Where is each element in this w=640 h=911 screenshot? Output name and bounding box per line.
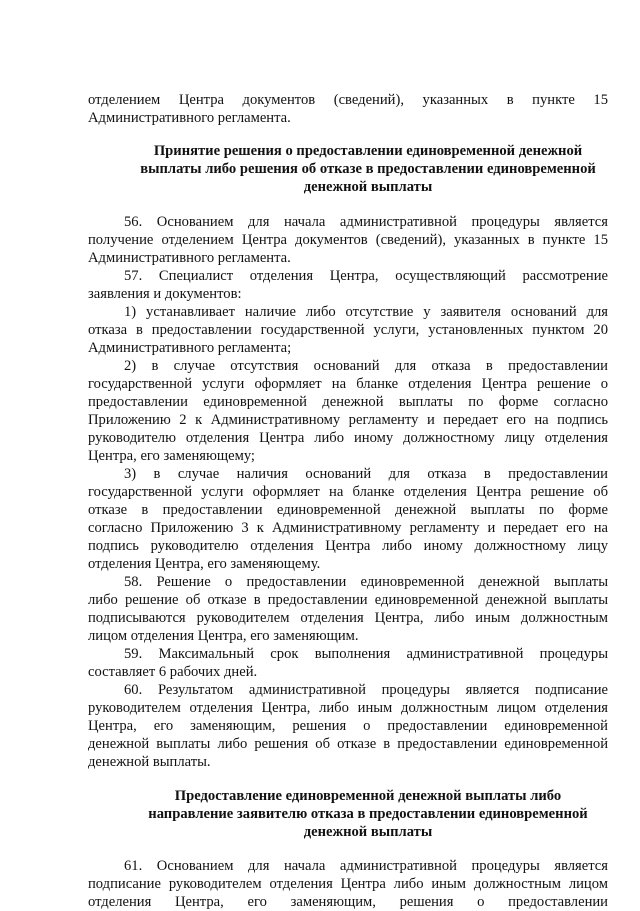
text-line: предоставлении единовременной денежной выплаты по форме согласно	[88, 394, 608, 410]
text-line: Центра, его заменяющим, решения о предоставлении единовременной	[88, 718, 608, 734]
text-line: государственной услуги оформляет на бланке отделения Центра решение о	[88, 376, 608, 392]
text-line: отказа в предоставлении государственной услуги, установленных пунктом 20	[88, 322, 608, 338]
text-line: отделением Центра документов (сведений), указанных в пункте 15	[88, 92, 608, 108]
text-line: денежной выплаты либо решения об отказе в предоставлении единовременной	[88, 736, 608, 752]
item-1-line: 1) устанавливает наличие либо отсутствие у заявителя оснований для	[124, 304, 608, 320]
text-line: согласно Приложению 3 к Административному регламенту и передает его на	[88, 520, 608, 536]
text-line: подписание руководителем отделения Центра либо иным должностным лицом	[88, 876, 608, 892]
paragraph-57-line: 57. Специалист отделения Центра, осуществляющий рассмотрение	[124, 268, 608, 284]
text-line: руководителю отделения Центра либо иному должностному лицу отделения	[88, 430, 608, 446]
text-line: отказе в предоставлении единовременной денежной выплаты по форме	[88, 502, 608, 518]
paragraph-61-line: 61. Основанием для начала административной процедуры является	[124, 858, 608, 874]
text-line: Центра, его заменяющему;	[88, 448, 255, 464]
section-heading-line: Предоставление единовременной денежной выплаты либо	[174, 788, 562, 804]
text-line: составляет 6 рабочих дней.	[88, 664, 258, 680]
text-line: получение отделением Центра документов (сведений), указанных в пункте 15	[88, 232, 608, 248]
section-heading-line: выплаты либо решения об отказе в предоставлении единовременной	[140, 161, 596, 177]
section-heading-line: направление заявителю отказа в предоставлении единовременной	[148, 806, 588, 822]
text-line: Административного регламента.	[88, 250, 291, 266]
item-3-line: 3) в случае наличия оснований для отказа в предоставлении	[124, 466, 608, 482]
text-line: руководителем отделения Центра, либо иным должностным лицом отделения	[88, 700, 608, 716]
section-heading-line: денежной выплаты	[303, 824, 433, 840]
section-heading-line: денежной выплаты	[303, 179, 433, 195]
paragraph-60-line: 60. Результатом административной процедуры является подписание	[124, 682, 608, 698]
text-line: Приложению 2 к Административному регламенту и передает его на подпись	[88, 412, 608, 428]
text-line: подписываются руководителем отделения Центра, либо иным должностным	[88, 610, 608, 626]
item-2-line: 2) в случае отсутствия оснований для отказа в предоставлении	[124, 358, 608, 374]
text-line: заявления и документов:	[88, 286, 242, 302]
paragraph-58-line: 58. Решение о предоставлении единовременной денежной выплаты	[124, 574, 608, 590]
section-heading-line: Принятие решения о предоставлении единовременной денежной	[153, 143, 583, 159]
text-line: подпись руководителю отделения Центра либо иному должностному лицу	[88, 538, 608, 554]
text-line: отделения Центра, его заменяющим, решения о предоставлении	[88, 894, 608, 910]
text-line: денежной выплаты.	[88, 754, 211, 770]
text-line: лицом отделения Центра, его заменяющим.	[88, 628, 359, 644]
text-line: либо решение об отказе в предоставлении единовременной денежной выплаты	[88, 592, 608, 608]
paragraph-56-line: 56. Основанием для начала административной процедуры является	[124, 214, 608, 230]
paragraph-59-line: 59. Максимальный срок выполнения административной процедуры	[124, 646, 608, 662]
text-line: отделения Центра, его заменяющему.	[88, 556, 321, 572]
text-line: государственной услуги оформляет на бланке отделения Центра решение об	[88, 484, 608, 500]
text-line: Административного регламента;	[88, 340, 292, 356]
text-line: Административного регламента.	[88, 110, 291, 126]
